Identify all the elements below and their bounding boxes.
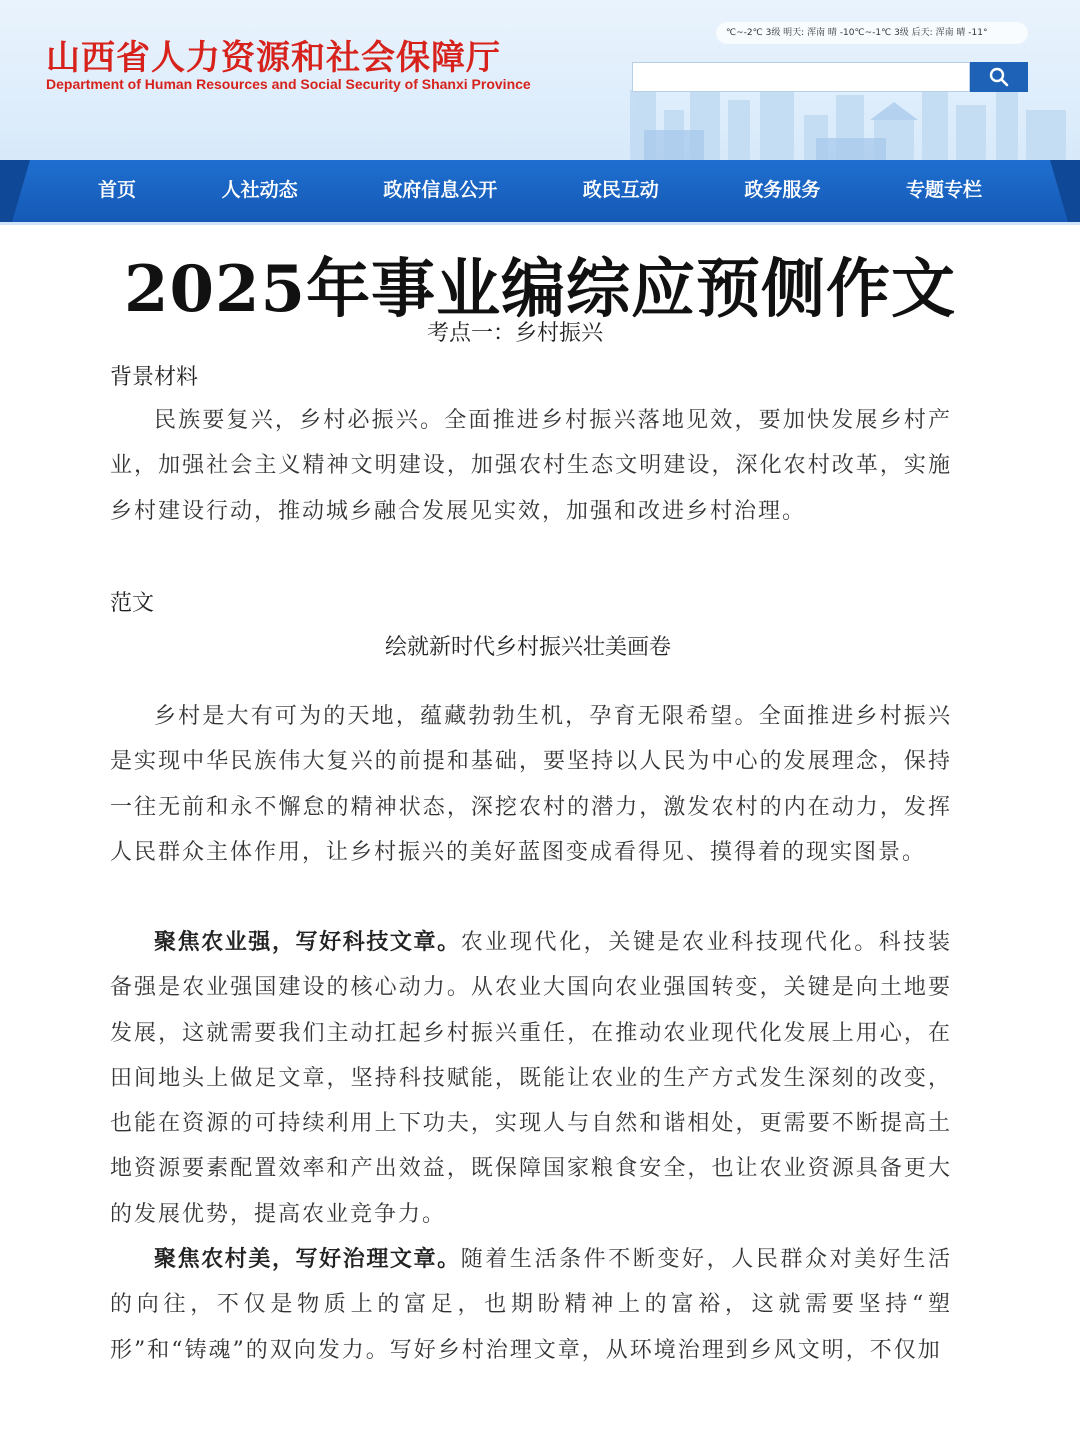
- nav-item-news[interactable]: 人社动态: [221, 178, 298, 201]
- essay-paragraph-text: 随着生活条件不断变好，人民群众对美好生活的向往，不仅是物质上的富足，也期盼精神上的富裕，这就需要坚持“塑形”和“铸魂”的双向发力。写好乡村治理文章，从环境治理到乡风文明，不仅加: [110, 1247, 952, 1363]
- essay-paragraph-lead: 聚焦农村美，写好治理文章。: [154, 1247, 461, 1272]
- background-text: 民族要复兴，乡村必振兴。全面推进乡村振兴落地见效，要加快发展乡村产业，加强社会主义精神文明建设，加强农村生态文明建设，深化农村改革，实施乡村建设行动，推动城乡融合发展见实效，加强和改进乡村治理。: [110, 408, 952, 524]
- essay-title: 绘就新时代乡村振兴壮美画卷: [384, 635, 671, 660]
- main-nav: [60, 160, 1020, 216]
- essay-paragraph-text: 乡村是大有可为的天地，蕴藏勃勃生机，孕育无限希望。全面推进乡村振兴是实现中华民族伟大复兴的前提和基础，要坚持以人民为中心的发展理念，保持一往无前和永不懈怠的精神状态，深挖农村的潜力，激发农村的内在动力，发挥人民群众主体作用，让乡村振兴的美好蓝图变成看得见、摸得着的现实图景。: [110, 704, 952, 865]
- essay-paragraph: [110, 694, 952, 875]
- weather-bar: ℃~-2℃ 3级 明天: 浑南 晴 -10℃~-1℃ 3级 后天: 浑南 晴 -11°: [716, 22, 1028, 44]
- org-name-en: Department of Human Resources and Social Security of Shanxi Province: [46, 76, 531, 92]
- document-subtitle: 考点一：乡村振兴: [426, 321, 603, 346]
- background-label: 背景材料: [110, 365, 199, 390]
- document-title: 2025年事业编综应预侧作文: [123, 252, 957, 327]
- sample-essay-label: 范文: [110, 591, 155, 616]
- essay-paragraph: [110, 1237, 952, 1373]
- nav-item-home[interactable]: 首页: [98, 178, 137, 201]
- essay-paragraph: [110, 920, 952, 1237]
- search-input[interactable]: [632, 62, 970, 92]
- nav-item-interaction[interactable]: 政民互动: [582, 178, 659, 201]
- essay-paragraph-lead: 聚焦农业强，写好科技文章。: [154, 930, 461, 955]
- essay-paragraph-text: 农业现代化，关键是农业科技现代化。科技装备强是农业强国建设的核心动力。从农业大国向农业强国转变，关键是向土地要发展，这就需要我们主动扛起乡村振兴重任，在推动农业现代化发展上用心，在田间地头上做足文章，坚持科技赋能，既能让农业的生产方式发生深刻的改变，也能在资源的可持续利用上下功夫，实现人与自然和谐相处，更需要不断提高土地资源要素配置效率和产出效益，既保障国家粮食安全，也让农业资源具备更大的发展优势，提高农业竞争力。: [110, 930, 952, 1227]
- nav-item-gov-info[interactable]: 政府信息公开: [383, 178, 498, 201]
- nav-item-services[interactable]: 政务服务: [744, 178, 821, 201]
- search-icon: [989, 67, 1009, 87]
- nav-item-topics[interactable]: 专题专栏: [905, 178, 982, 201]
- search-button[interactable]: [970, 62, 1028, 92]
- org-name-cn[interactable]: 山西省人力资源和社会保障厅: [46, 38, 501, 78]
